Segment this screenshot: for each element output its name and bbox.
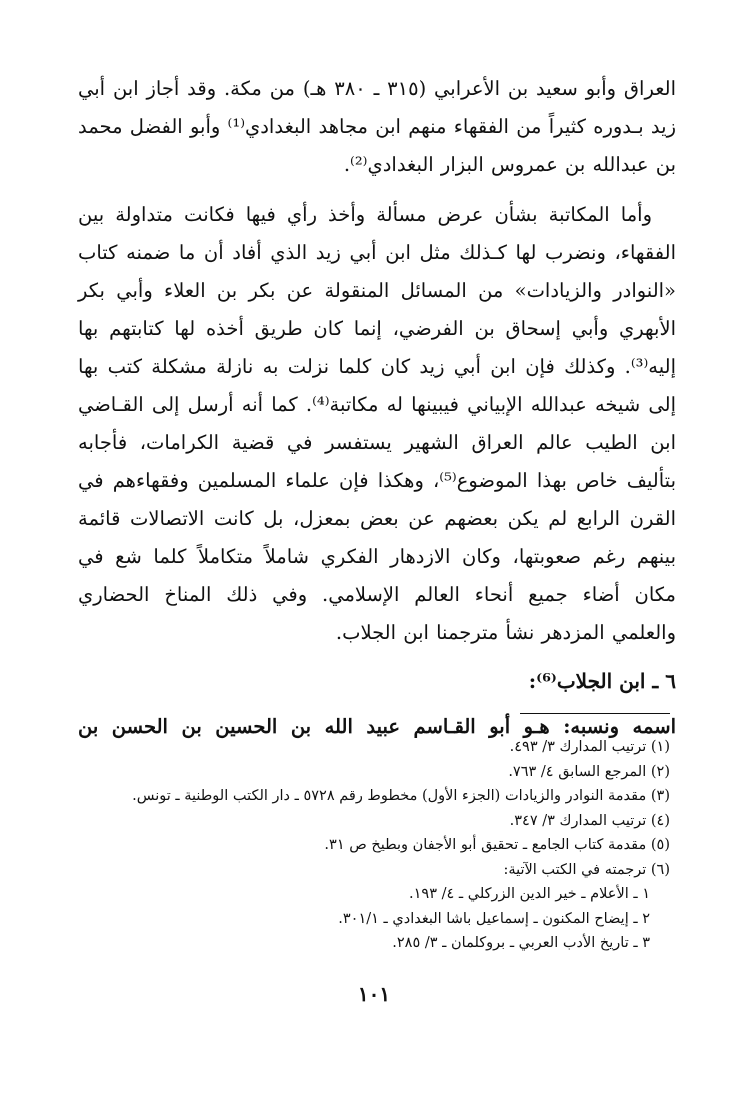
footnote-1: (١) ترتيب المدارك ٣/ ٤٩٣. (509, 739, 670, 755)
footnote-divider (520, 713, 670, 714)
name-line: اسمه ونسبه: هـو أبو القـاسم عبيد الله بن الحسين بن الحسن بن (78, 715, 676, 738)
paragraph-2: وأما المكاتبة بشأن عرض مسألة وأخذ رأي فيها فكانت متداولة بين الفقهاء، ونضرب لها كـذلك مثل ابن أبي زيد الذي أفاد أن ما ضمنه كتاب «النوادر والزيادات» من المسائل المنقولة عن بكر بن العلاء وأبي بكر الأبهري وأبي إسحاق بن الفرضي، إنما كان طريق أخذه لها كتابتهم بها إليه⁽³⁾. وكذلك فإن ابن أبي زيد كان كلما نزلت به نازلة مشكلة كتب بها إلى شيخه عبدالله الإبياني فيبينها له مكاتبة⁽⁴⁾. كما أنه أرسل إلى القـاضي ابن الطيب عالم العراق الشهير يستفسر في قضية الكرامات، فأجابه بتأليف خاص بهذا الموضوع⁽⁵⁾، وهكذا فإن علماء المسلمين وفقهاءهم في القرن الرابع لم يكن بعضهم عن بعض بمعزل، بل كانت الاتصالات قائمة بينهم رغم صعوبتها، وكان الازدهار الفكري شاملاً متكاملاً كلما شع في مكان أضاء جميع أنحاء العالم الإسلامي. وفي ذلك المناخ الحضاري والعلمي المزدهر نشأ مترجمنا ابن الجلاب. (78, 203, 676, 644)
main-text (78, 70, 676, 746)
footnote-6-source-1: ١ ـ الأعلام ـ خير الدين الزركلي ـ ٤/ ١٩٣. (409, 886, 650, 902)
footnote-2: (٢) المرجع السابق ٤/ ٧٦٣. (508, 763, 670, 780)
footnote-6: (٦) ترجمته في الكتب الآتية: (503, 861, 670, 878)
page-number: ١٠١ (357, 982, 391, 1006)
footnotes (60, 735, 670, 956)
section-heading: ٦ ـ ابن الجلاب⁽⁶⁾: (528, 669, 676, 693)
footnote-4: (٤) ترتيب المدارك ٣/ ٣٤٧. (509, 812, 670, 829)
footnote-5: (٥) مقدمة كتاب الجامع ـ تحقيق أبو الأجفان وبطيخ ص ٣١. (324, 837, 670, 853)
paragraph-1: العراق وأبو سعيد بن الأعرابي (٣١٥ ـ ٣٨٠ هـ) من مكة. وقد أجاز ابن أبي زيد بـدوره كثيراً من الفقهاء منهم ابن مجاهد البغدادي⁽¹⁾ وأبو الفضل محمد بن عبدالله بن عمروس البزار البغدادي⁽²⁾. (78, 77, 676, 176)
footnote-3: (٣) مقدمة النوادر والزيادات (الجزء الأول) مخطوط رقم ٥٧٢٨ ـ دار الكتب الوطنية ـ تونس. (132, 788, 670, 804)
footnote-6-source-2: ٢ ـ إيضاح المكنون ـ إسماعيل باشا البغدادي ـ ٣٠١/١. (338, 910, 650, 927)
footnote-6-source-3: ٣ ـ تاريخ الأدب العربي ـ بروكلمان ـ ٣/ ٢٨٥. (392, 935, 650, 951)
